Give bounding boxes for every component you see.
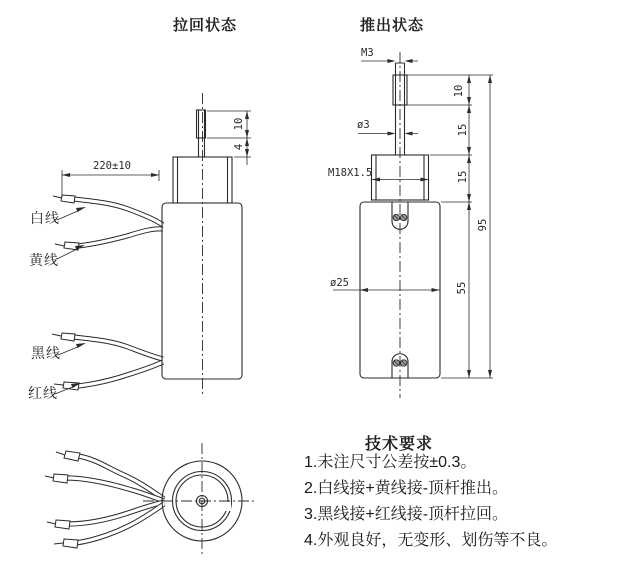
tech-requirement-item: 4.外观良好，无变形、划伤等不良。 [304, 532, 558, 549]
dim-mount-thread: M18X1.5 [328, 167, 373, 179]
title-retracted-state: 拉回状态 [173, 17, 238, 34]
left-view-solenoid [162, 110, 242, 379]
left-plunger-rod [199, 138, 205, 157]
dim-wire-length: 220±10 [93, 160, 131, 172]
tech-requirement-item: 1.未注尺寸公差按±0.3。 [304, 454, 477, 471]
left-view-wires [52, 195, 163, 390]
tech-requirement-item: 2.白线接+黄线接-顶杆推出。 [304, 480, 509, 497]
dim-rod-exposed: 15 [457, 123, 469, 137]
dim-left-rod-gap: 4 [233, 143, 245, 151]
dim-thread-spec: M3 [361, 47, 374, 59]
left-body-cylinder [162, 203, 242, 379]
dim-body-diameter: ø25 [330, 277, 349, 289]
dim-left-thread-length: 10 [233, 117, 245, 131]
dim-right-thread-length: 10 [453, 84, 465, 98]
bottom-view-wires [45, 451, 164, 548]
tech-requirements-list [304, 450, 557, 554]
dimension-arrowheads [62, 59, 492, 388]
tech-requirement-item: 3.黑线接+红线接-顶杆拉回。 [304, 506, 509, 523]
dim-rod-diameter: ø3 [357, 119, 370, 131]
wire-label-yellow: 黄线 [29, 252, 59, 268]
dim-nut-height: 15 [457, 170, 469, 184]
title-extended-state: 推出状态 [360, 17, 425, 34]
wire-label-black: 黑线 [31, 345, 61, 361]
tech-requirements-title: 技术要求 [365, 436, 434, 453]
dim-body-length: 55 [456, 281, 468, 295]
dim-total-length: 95 [477, 218, 489, 232]
wire-label-red: 红线 [28, 385, 58, 401]
wire-label-white: 白线 [30, 210, 60, 226]
